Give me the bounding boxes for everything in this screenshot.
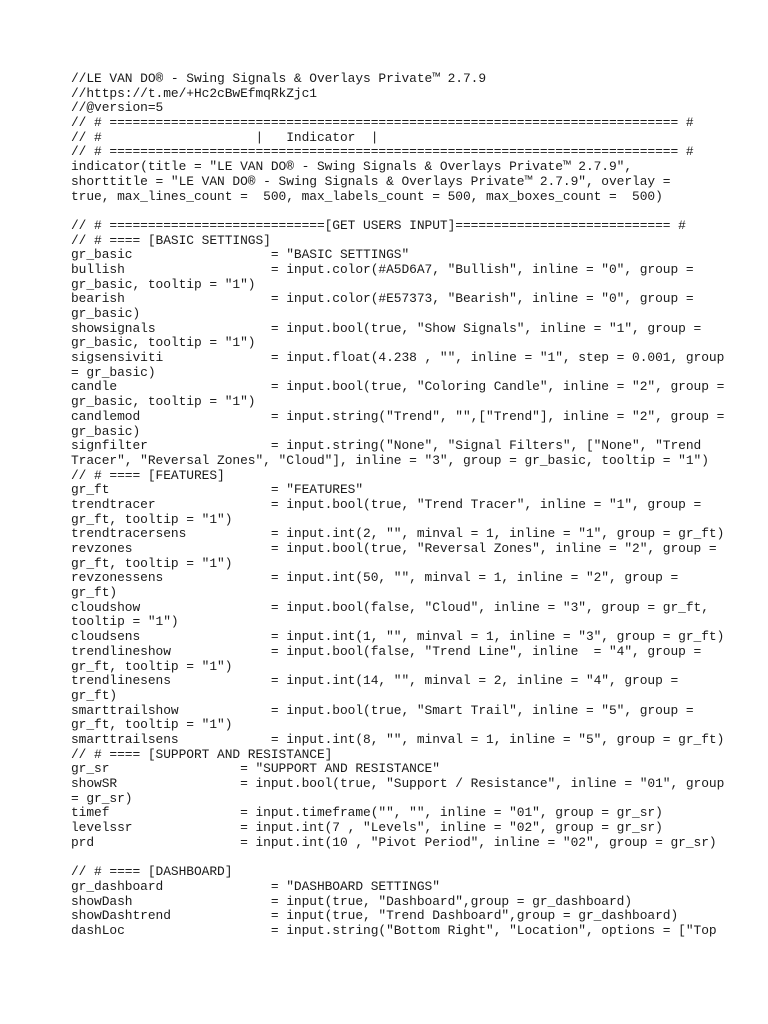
code-line: //LE VAN DO® - Swing Signals & Overlays Private™ 2.7.9	[71, 71, 487, 86]
code-line: trendtracersens = input.int(2, "", minval = 1, inline = "1", group = gr_ft)	[71, 526, 725, 542]
code-line: gr_ft, tooltip = "1")	[71, 555, 233, 571]
code-line: cloudsens = input.int(1, "", minval = 1, inline = "3", group = gr_ft)	[71, 629, 725, 645]
code-line: trendtracer = input.bool(true, "Trend Tracer", inline = "1", group =	[71, 496, 702, 512]
code-line: timef = input.timeframe("", "", inline = "01", group = gr_sr)	[71, 805, 663, 821]
code-line: shorttitle = "LE VAN DO® - Swing Signals & Overlays Private™ 2.7.9", overlay =	[71, 173, 671, 189]
code-line: true, max_lines_count = 500, max_labels_count = 500, max_boxes_count = 500)	[71, 188, 663, 204]
code-line: //https://t.me/+Hc2cBwEfmqRkZjc1	[71, 85, 317, 101]
code-line: // # ==== [DASHBOARD]	[71, 864, 233, 880]
code-line	[71, 850, 731, 865]
code-line: indicator(title = "LE VAN DO® - Swing Signals & Overlays Private™ 2.7.9",	[71, 159, 633, 175]
code-line: candlemod = input.string("Trend", "",["Trend"], inline = "2", group =	[71, 408, 725, 424]
code-line: // # ============================[GET USERS INPUT]============================ #	[71, 217, 686, 233]
code-line: //@version=5	[71, 100, 164, 116]
code-line: gr_ft, tooltip = "1")	[71, 511, 233, 527]
code-line: gr_dashboard = "DASHBOARD SETTINGS"	[71, 878, 440, 894]
code-line: revzonessens = input.int(50, "", minval = 1, inline = "2", group =	[71, 570, 679, 586]
code-line: gr_ft)	[71, 585, 118, 601]
code-line: gr_ft, tooltip = "1")	[71, 717, 233, 733]
code-line: gr_ft, tooltip = "1")	[71, 658, 233, 674]
code-line: // # ==== [SUPPORT AND RESISTANCE]	[71, 746, 333, 762]
code-line: trendlineshow = input.bool(false, "Trend Line", inline = "4", group =	[71, 643, 702, 659]
code-line: gr_basic, tooltip = "1")	[71, 276, 256, 292]
code-line: gr_basic)	[71, 306, 141, 321]
code-line: trendlinesens = input.int(14, "", minval = 2, inline = "4", group =	[71, 673, 679, 689]
code-line: gr_basic, tooltip = "1")	[71, 335, 256, 351]
code-line: gr_sr = "SUPPORT AND RESISTANCE"	[71, 761, 440, 777]
code-line: candle = input.bool(true, "Coloring Candle", inline = "2", group =	[71, 379, 725, 395]
code-line: prd = input.int(10 , "Pivot Period", inline = "02", group = gr_sr)	[71, 834, 717, 850]
code-line: bullish = input.color(#A5D6A7, "Bullish", inline = "0", group =	[71, 261, 694, 277]
code-line: levelssr = input.int(7 , "Levels", inline = "02", group = gr_sr)	[71, 820, 663, 836]
code-line: // # ========================================================================== #	[71, 144, 694, 160]
code-line: Tracer", "Reversal Zones", "Cloud"], inline = "3", group = gr_basic, tooltip = "1")	[71, 452, 709, 468]
code-line: showDash = input(true, "Dashboard",group = gr_dashboard)	[71, 893, 633, 909]
code-line: // # ========================================================================== #	[71, 115, 694, 131]
code-line: // # ==== [FEATURES]	[71, 467, 225, 483]
code-line: gr_ft)	[71, 687, 118, 703]
code-line: signfilter = input.string("None", "Signal Filters", ["None", "Trend	[71, 438, 702, 454]
code-line: cloudshow = input.bool(false, "Cloud", inline = "3", group = gr_ft,	[71, 599, 709, 615]
code-line: dashLoc = input.string("Bottom Right", "Location", options = ["Top	[71, 922, 717, 938]
code-line: sigsensiviti = input.float(4.238 , "", inline = "1", step = 0.001, group	[71, 350, 725, 366]
code-line: // # | Indicator |	[71, 129, 379, 145]
code-line: revzones = input.bool(true, "Reversal Zones", inline = "2", group =	[71, 541, 717, 556]
code-line: = gr_sr)	[71, 790, 133, 806]
code-line: smarttrailsens = input.int(8, "", minval = 1, inline = "5", group = gr_ft)	[71, 731, 725, 747]
code-line: showSR = input.bool(true, "Support / Resistance", inline = "01", group	[71, 776, 725, 791]
code-line: // # ==== [BASIC SETTINGS]	[71, 232, 271, 248]
code-line: gr_basic = "BASIC SETTINGS"	[71, 247, 410, 263]
code-line: = gr_basic)	[71, 364, 156, 380]
code-document	[71, 72, 731, 939]
code-line: gr_basic, tooltip = "1")	[71, 394, 256, 410]
code-line: gr_basic)	[71, 423, 141, 439]
code-line: tooltip = "1")	[71, 614, 179, 630]
code-line: showsignals = input.bool(true, "Show Signals", inline = "1", group =	[71, 320, 702, 336]
code-line: smarttrailshow = input.bool(true, "Smart Trail", inline = "5", group =	[71, 702, 694, 718]
code-line: gr_ft = "FEATURES"	[71, 482, 364, 498]
code-line: bearish = input.color(#E57373, "Bearish", inline = "0", group =	[71, 291, 694, 307]
code-line	[71, 204, 731, 219]
code-line: showDashtrend = input(true, "Trend Dashboard",group = gr_dashboard)	[71, 908, 679, 924]
